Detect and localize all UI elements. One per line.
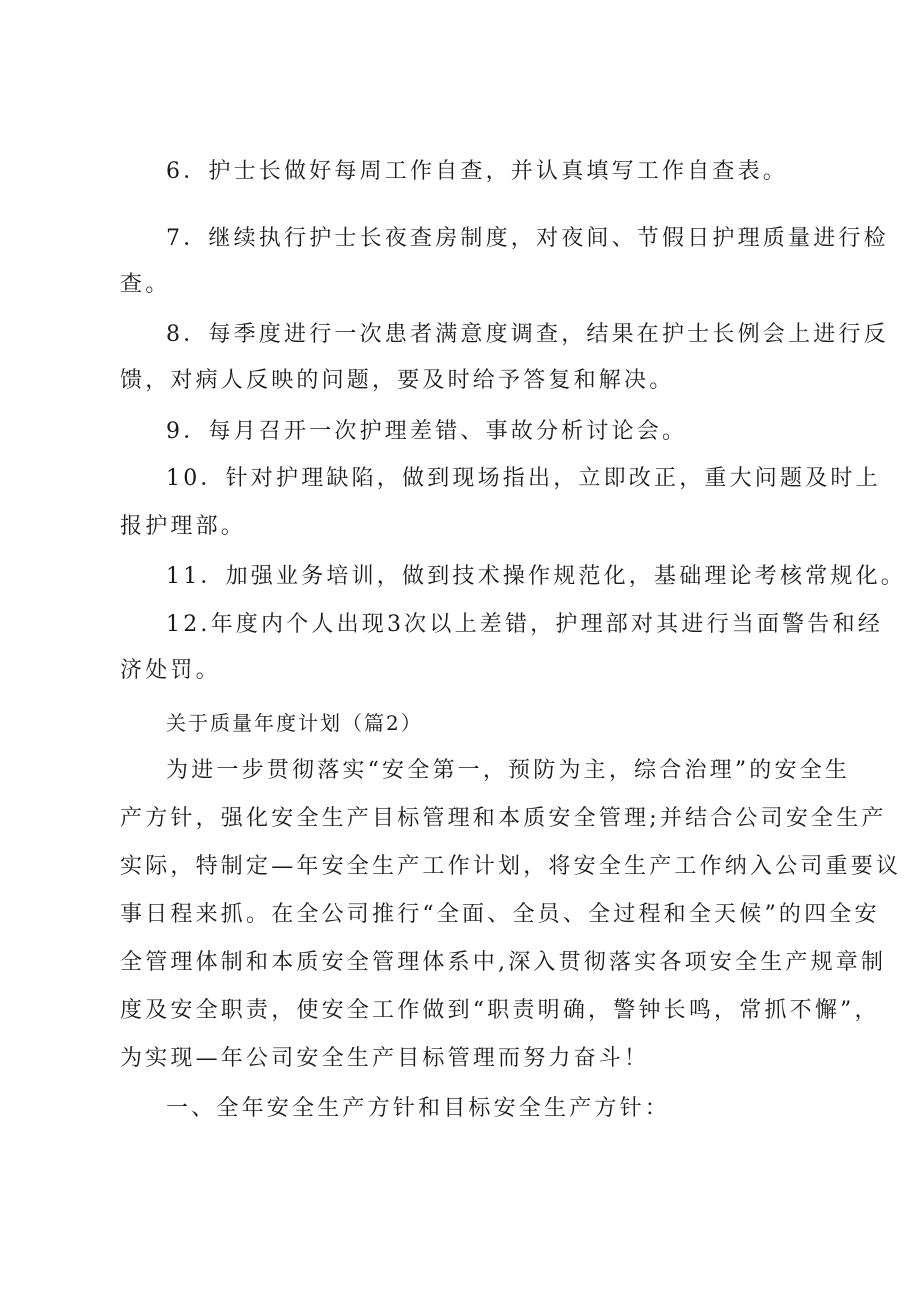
paragraph-line: 实际，特制定—年安全生产工作计划，将安全生产工作纳入公司重要议 [120, 854, 902, 879]
paragraph-line: 度及安全职责，使安全工作做到“职责明确，警钟长鸣，常抓不懈”， [120, 998, 880, 1023]
list-item-8: 8．每季度进行一次患者满意度调查，结果在护士长例会上进行反 [166, 322, 889, 347]
list-item-9: 9．每月召开一次护理差错、事故分析讨论会。 [166, 419, 688, 444]
list-item-12: 12.年度内个人出现3次以上差错，护理部对其进行当面警告和经 [166, 612, 883, 637]
paragraph-line: 产方针，强化安全生产目标管理和本质安全管理;并结合公司安全生产 [120, 806, 887, 831]
section-title: 关于质量年度计划（篇2） [166, 711, 423, 735]
paragraph-line: 为实现—年公司安全生产目标管理而努力奋斗！ [120, 1046, 650, 1071]
list-item-6: 6．护士长做好每周工作自查，并认真填写工作自查表。 [166, 159, 788, 184]
paragraph-line: 为进一步贯彻落实“安全第一，预防为主，综合治理”的安全生 [166, 758, 851, 783]
list-item-8-cont: 馈，对病人反映的问题，要及时给予答复和解决。 [120, 368, 675, 393]
paragraph-line: 事日程来抓。在全公司推行“全面、全员、全过程和全天候”的四全安 [120, 902, 880, 927]
section-heading: 一、全年安全生产方针和目标安全生产方针： [166, 1096, 671, 1121]
list-item-7-cont: 查。 [120, 272, 171, 297]
list-item-10: 10．针对护理缺陷，做到现场指出，立即改正，重大问题及时上 [166, 466, 881, 491]
paragraph-line: 全管理体制和本质安全管理体系中,深入贯彻落实各项安全生产规章制 [120, 950, 887, 975]
list-item-10-cont: 报护理部。 [120, 514, 247, 539]
list-item-12-cont: 济处罚。 [120, 658, 221, 683]
list-item-7: 7．继续执行护士长夜查房制度，对夜间、节假日护理质量进行检 [166, 226, 889, 251]
list-item-11: 11．加强业务培训，做到技术操作规范化，基础理论考核常规化。 [166, 564, 906, 589]
